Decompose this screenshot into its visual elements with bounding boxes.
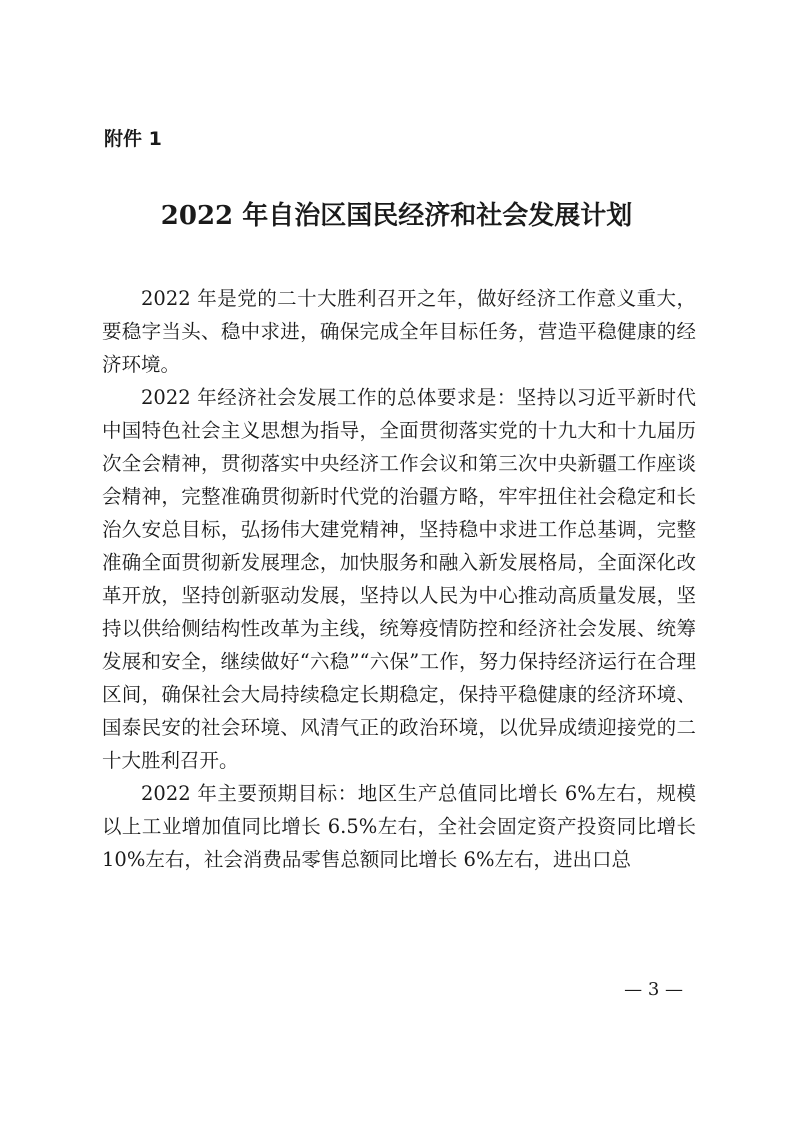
document-title: 2022 年自治区国民经济和社会发展计划 [160,201,633,231]
paragraph-intro: 2022 年是党的二十大胜利召开之年，做好经济工作意义重大，要稳字当头、稳中求进，确保完成全年目标任务，营造平稳健康的经济环境。 [102,287,696,376]
document-body [102,282,696,876]
paragraph-general-requirements: 2022 年经济社会发展工作的总体要求是：坚持以习近平新时代中国特色社会主义思想为指导，全面贯彻落实党的十九大和十九届历次全会精神，贯彻落实中央经济工作会议和第三次中央新疆工作座谈会精神，完整准确贯彻新时代党的治疆方略，牢牢扭住社会稳定和长治久安总目标，弘扬伟大建党精神，坚持稳中求进工作总基调，完整准确全面贯彻新发展理念，加快服务和融入新发展格局，全面深化改革开放，坚持创新驱动发展，坚持以人民为中心推动高质量发展，坚持以供给侧结构性改革为主线，统筹疫情防控和经济社会发展、统筹发展和安全，继续做好“六稳”“六保”工作，努力保持经济运行在合理区间，确保社会大局持续稳定长期稳定，保持平稳健康的经济环境、国泰民安的社会环境、风清气正的政治环境，以优异成绩迎接党的二十大胜利召开。 [102,386,696,772]
attachment-label: 附件 1 [104,128,162,150]
paragraph-expected-targets: 2022 年主要预期目标：地区生产总值同比增长 6%左右，规模以上工业增加值同比增长 6.5%左右，全社会固定资产投资同比增长 10%左右，社会消费品零售总额同比增长 6%左右，进出口总 [102,782,696,871]
page-number: — 3 — [624,979,683,1000]
